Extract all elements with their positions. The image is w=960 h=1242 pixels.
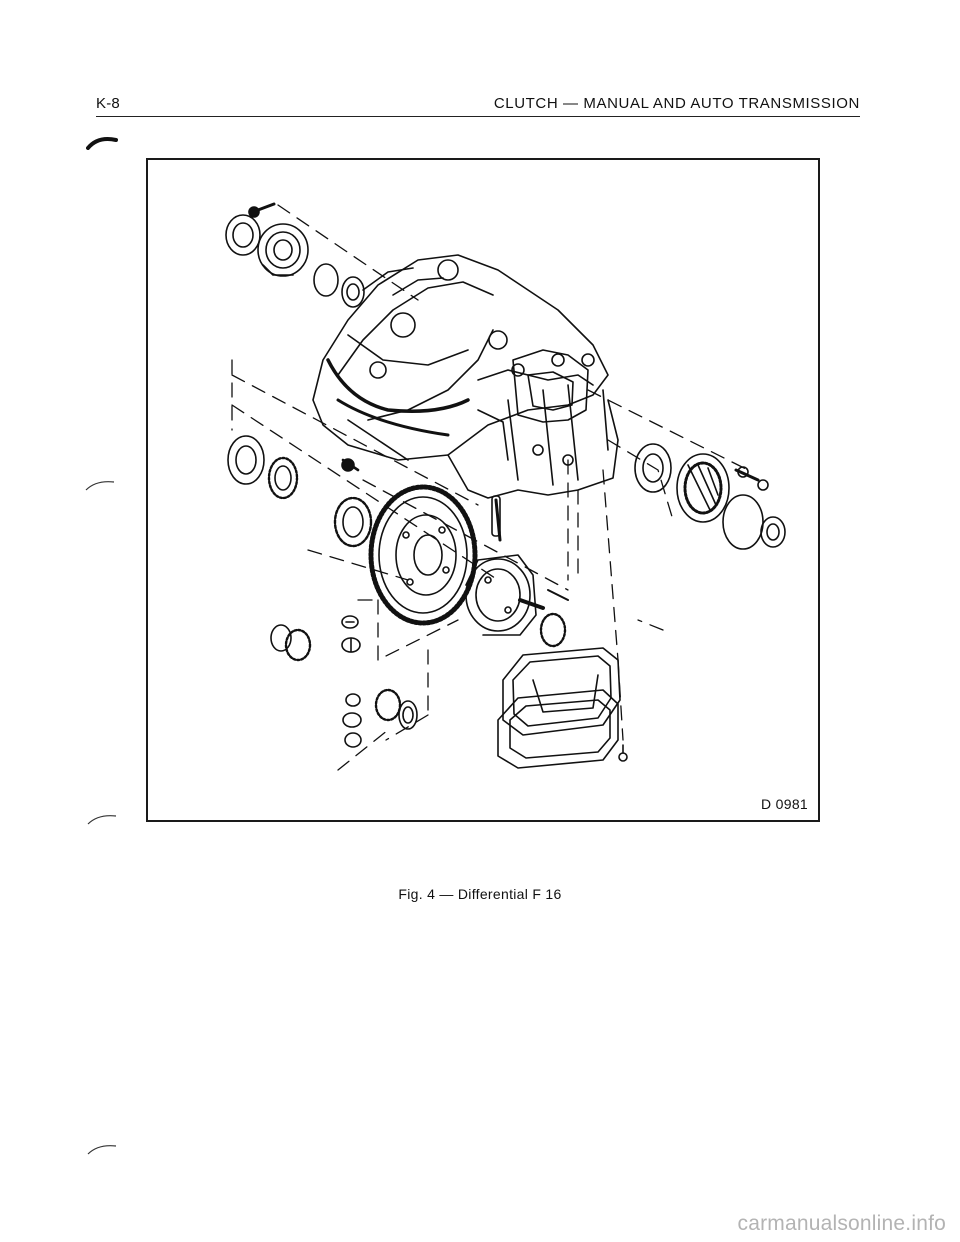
page-number: K-8 bbox=[96, 95, 120, 112]
margin-mark-top bbox=[86, 134, 120, 150]
exploded-view-differential-illustration bbox=[148, 160, 818, 820]
header-rule bbox=[96, 116, 860, 117]
ring-gear bbox=[371, 487, 475, 623]
watermark: carmanualsonline.info bbox=[737, 1212, 946, 1235]
differential-housing bbox=[466, 496, 568, 646]
assembly-guide-lines bbox=[232, 205, 748, 770]
figure-caption: Fig. 4 — Differential F 16 bbox=[398, 886, 562, 902]
side-gear-set bbox=[271, 616, 417, 747]
figure-frame bbox=[146, 158, 820, 822]
upper-bearing-assembly bbox=[226, 204, 364, 307]
right-bearing-set bbox=[635, 444, 785, 549]
margin-mark bbox=[84, 478, 118, 492]
left-bearing-set bbox=[228, 436, 371, 546]
margin-mark bbox=[86, 812, 120, 826]
margin-mark bbox=[86, 1142, 120, 1156]
running-header: CLUTCH — MANUAL AND AUTO TRANSMISSION bbox=[493, 95, 860, 112]
drawing-code: D 0981 bbox=[761, 796, 808, 812]
oil-pan-cover bbox=[498, 648, 627, 768]
